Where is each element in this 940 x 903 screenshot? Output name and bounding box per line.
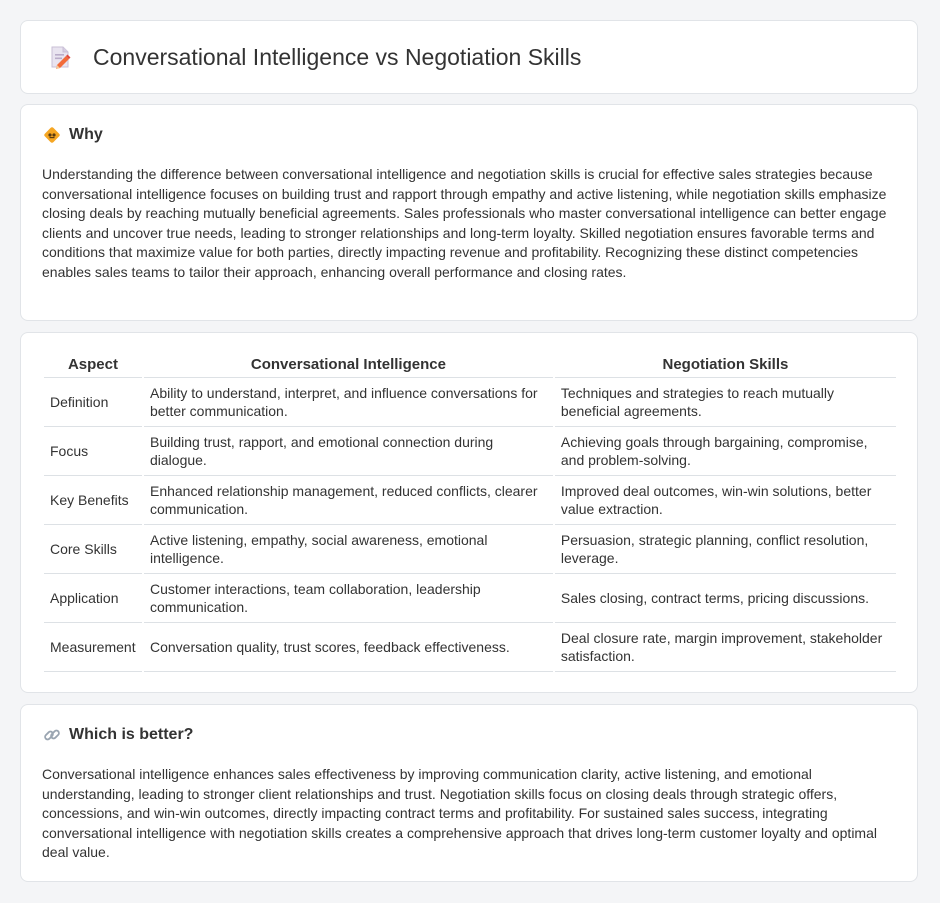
better-text: Conversational intelligence enhances sales effectiveness by improving communication clarity, active listening, and emotional understanding, leading to stronger client relationships and trust. Negotiation skills focus on closing deals through strategic offers, concessions, and win-win outcomes, directly impacting contract terms and profitability. For sustained sales success, integrating conversational intelligence with negotiation skills creates a comprehensive approach that drives long-term customer loyalty and optimal deal value. — [42, 766, 877, 861]
title-row — [21, 21, 917, 93]
aspect-cell: Measurement — [44, 623, 142, 672]
table-row — [44, 476, 896, 525]
why-section — [20, 104, 918, 321]
why-text: Understanding the difference between conversational intelligence and negotiation skills is crucial for effective sales strategies because conversational intelligence focuses on building trust and rapport through empathy and active listening, while negotiation skills emphasize closing deals by reaching mutually beneficial agreements. Sales professionals who master conversational intelligence can better engage clients and uncover true needs, leading to stronger relationships and long-term loyalty. Skilled negotiation ensures favorable terms and conditions that maximize value for both parties, directly impacting revenue and profitability. Recognizing these distinct competencies enables sales teams to tailor their approach, enhancing overall performance and closing rates. — [42, 166, 887, 280]
conversational-intelligence-cell: Ability to understand, interpret, and influence conversations for better communication. — [144, 378, 553, 427]
comparison-section — [20, 332, 918, 693]
page-title: Conversational Intelligence vs Negotiation Skills — [93, 43, 582, 70]
aspect-cell: Focus — [44, 427, 142, 476]
column-header-negotiation-skills: Negotiation Skills — [555, 351, 896, 378]
better-header — [43, 726, 193, 744]
table-row — [44, 378, 896, 427]
column-header-conversational-intelligence: Conversational Intelligence — [144, 351, 553, 378]
aspect-cell: Key Benefits — [44, 476, 142, 525]
table-row — [44, 525, 896, 574]
negotiation-skills-cell: Sales closing, contract terms, pricing discussions. — [555, 574, 896, 623]
aspect-cell: Application — [44, 574, 142, 623]
column-header-aspect: Aspect — [44, 351, 142, 378]
link-icon — [43, 726, 61, 744]
negotiation-skills-cell: Improved deal outcomes, win-win solutions, better value extraction. — [555, 476, 896, 525]
which-is-better-section — [20, 704, 918, 882]
negotiation-skills-cell: Deal closure rate, margin improvement, stakeholder satisfaction. — [555, 623, 896, 672]
memo-pencil-icon — [47, 44, 73, 70]
negotiation-skills-cell: Persuasion, strategic planning, conflict resolution, leverage. — [555, 525, 896, 574]
conversational-intelligence-cell: Building trust, rapport, and emotional connection during dialogue. — [144, 427, 553, 476]
why-heading: Why — [69, 126, 103, 143]
title-card — [20, 20, 918, 94]
table-row — [44, 574, 896, 623]
conversational-intelligence-cell: Conversation quality, trust scores, feedback effectiveness. — [144, 623, 553, 672]
better-heading: Which is better? — [69, 726, 194, 743]
conversational-intelligence-cell: Active listening, empathy, social awareness, emotional intelligence. — [144, 525, 553, 574]
conversational-intelligence-cell: Enhanced relationship management, reduced conflicts, clearer communication. — [144, 476, 553, 525]
comparison-table — [42, 351, 898, 672]
conversational-intelligence-cell: Customer interactions, team collaboration, leadership communication. — [144, 574, 553, 623]
aspect-cell: Core Skills — [44, 525, 142, 574]
table-header-row — [44, 351, 896, 378]
negotiation-skills-cell: Techniques and strategies to reach mutually beneficial agreements. — [555, 378, 896, 427]
diamond-sign-icon — [43, 126, 61, 144]
table-row — [44, 623, 896, 672]
why-header — [43, 126, 103, 144]
aspect-cell: Definition — [44, 378, 142, 427]
negotiation-skills-cell: Achieving goals through bargaining, compromise, and problem-solving. — [555, 427, 896, 476]
table-row — [44, 427, 896, 476]
